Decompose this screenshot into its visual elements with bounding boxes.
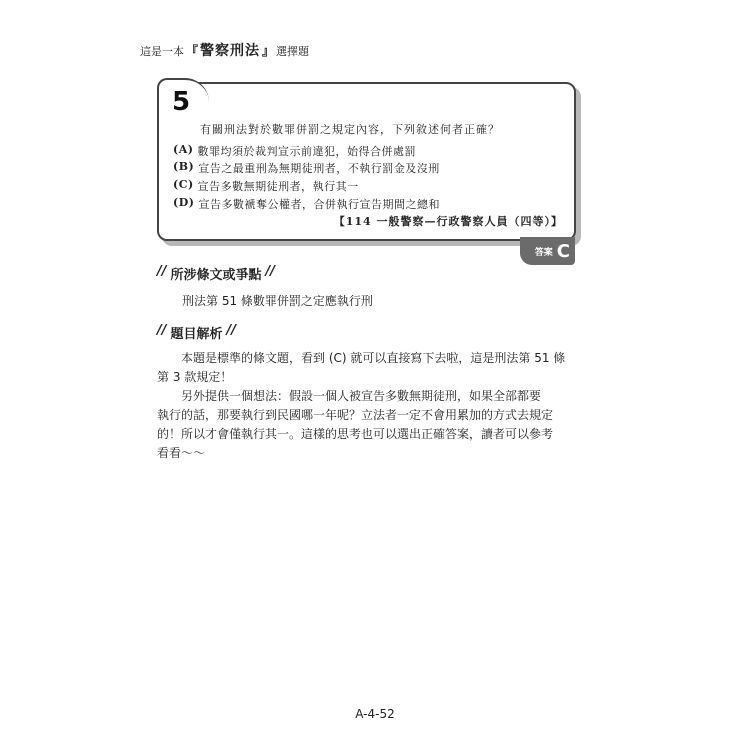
header-open-bracket: 『 [186,44,199,58]
header-book-title: 警察刑法 [200,43,261,59]
section-heading-law [157,264,275,283]
answer-letter: C [556,240,570,262]
section-heading-analysis [157,323,236,342]
question-source: 【114 一般警察—行政警察人員（四等）】 [333,215,563,228]
section-title-analysis: 題目解析 [170,327,223,342]
slashes-right: // [265,264,276,279]
option-b [173,160,440,176]
law-reference: 刑法第 51 條數罪併罰之定應執行刑 [182,294,373,308]
running-header [140,40,309,60]
section-title-law: 所涉條文或爭點 [170,268,262,283]
option-c-text: 宣告多數無期徒刑者，執行其一 [197,180,359,193]
header-suffix: 選擇題 [276,45,310,58]
analysis-line: 另外提供一個想法：假設一個人被宣告多數無期徒刑，如果全部都要 [157,389,542,403]
question-number: 5 [172,87,191,117]
option-d [173,196,440,212]
header-close-bracket: 』 [262,44,275,58]
option-a-text: 數罪均須於裁判宣示前違犯，始得合併處罰 [197,145,416,158]
slashes-right: // [226,323,237,338]
option-d-letter: (D) [173,196,195,209]
option-a [173,143,416,159]
option-d-text: 宣告多數褫奪公權者，合併執行宣告期間之總和 [198,198,440,211]
answer-label: 答案 [534,247,553,258]
header-prefix: 這是一本 [140,45,184,58]
answer-badge [520,237,575,265]
analysis-line: 看看～～ [157,446,206,460]
option-b-text: 宣告之最重刑為無期徒刑者，不執行罰金及沒刑 [198,162,440,175]
analysis-line: 第 3 款規定！ [157,370,233,384]
option-c-letter: (C) [173,178,194,191]
analysis-paragraph [157,349,587,463]
slashes-left: // [157,323,167,338]
analysis-line: 執行的話，那要執行到民國哪一年呢？立法者一定不會用累加的方式去規定 [157,408,554,422]
option-c [173,178,359,194]
option-a-letter: (A) [173,143,194,156]
page-number: A-4-52 [355,707,395,721]
slashes-left: // [157,264,167,279]
question-stem: 有關刑法對於數罪併罰之規定內容，下列敘述何者正確？ [200,123,500,136]
option-b-letter: (B) [173,160,195,173]
analysis-line: 本題是標準的條文題，看到 (C) 就可以直接寫下去啦，這是刑法第 51 條 [157,351,566,365]
analysis-line: 的！所以才會僅執行其一。這樣的思考也可以選出正確答案，讀者可以參考 [157,427,554,441]
